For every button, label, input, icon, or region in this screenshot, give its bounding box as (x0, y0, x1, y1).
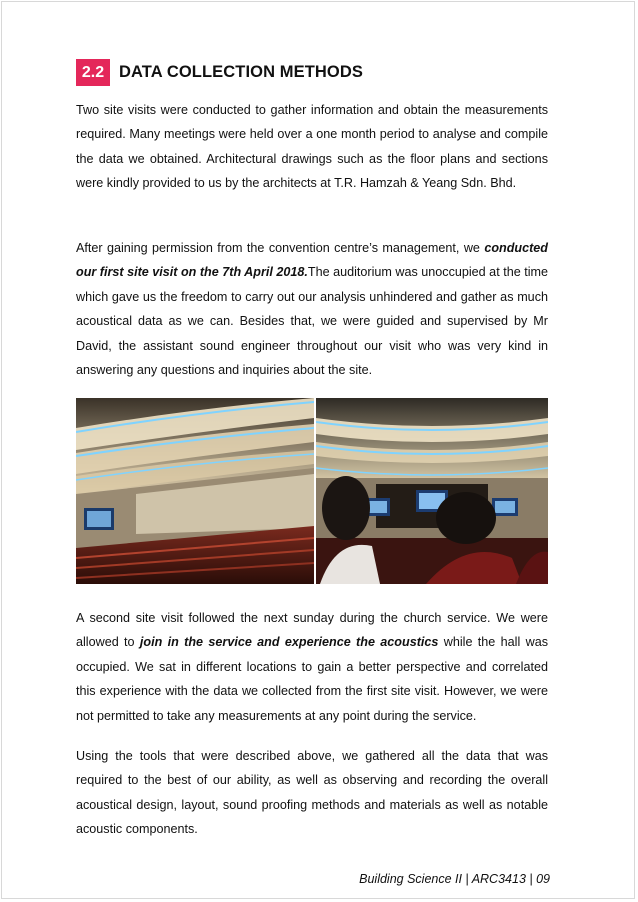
emphasis-first-visit: conducted our first site visit on the 7th April 2018. (76, 241, 548, 280)
auditorium-photo-left (76, 398, 314, 584)
paragraph-site-visits: Two site visits were conducted to gather information and obtain the measurements required. Many meetings were held over a one month period to analyse and compile the data we obtained. Architectural drawings such as the floor plans and sections were kindly provided to us by the architects at T.R. Hamzah & Yeang Sdn. Bhd. (76, 103, 548, 191)
photo-strip (76, 398, 548, 584)
paragraph-first-visit (76, 236, 548, 382)
paragraph-text: A second site visit followed the next sunday during the church service. We were allowed to (76, 611, 548, 650)
paragraph-tools-summary: Using the tools that were described above, we gathered all the data that was required to the best of our ability, as well as observing and recording the overall acoustical design, layout, sound proofing methods and materials as well as notable acoustic components. (76, 749, 548, 837)
section-number-badge: 2.2 (76, 59, 110, 86)
page-footer: Building Science II | ARC3413 | 09 (359, 872, 550, 886)
auditorium-photo-right (316, 398, 548, 584)
section-title: DATA COLLECTION METHODS (119, 63, 363, 81)
paragraph-text: The auditorium was unoccupied at the time which gave us the freedom to carry out our analysis unhindered and gather as much acoustical data as we can. Besides that, we were guided and supervised by Mr David, the assistant sound engineer throughout our visit who was very kind in answering any questions and inquiries about the site. (76, 265, 548, 378)
emphasis-second-visit: join in the service and experience the acoustics (139, 635, 439, 650)
paragraph-text: while the hall was occupied. We sat in different locations to gain a better perspective and correlated this experience with the data we collected from the first site visit. However, we were not permitted to take any measurements at any point during the service. (76, 635, 548, 723)
auditorium-photo-left-image (76, 398, 314, 584)
auditorium-photo-right-image (316, 398, 548, 584)
paragraph-second-visit (76, 606, 548, 728)
paragraph-text: After gaining permission from the convention centre’s management, we (76, 241, 485, 255)
section-heading (76, 59, 363, 86)
